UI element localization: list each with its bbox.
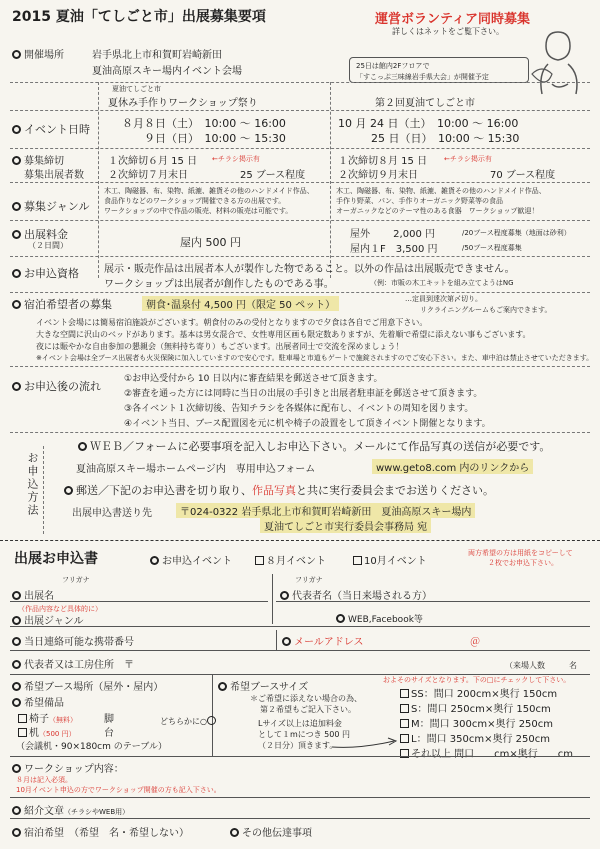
lodging-body-4: ※イベント会場は全ブース出展者も火災保険に加入していますので安心です。駐車場と市道もゲートで施錠されますのでご安心下さい。また、車中泊は禁止させていただきます。: [36, 354, 594, 362]
checkbox-icon[interactable]: [400, 689, 409, 698]
bullet-icon: [12, 828, 21, 837]
web-fb-label: WEB,Facebook等: [336, 612, 423, 625]
event2-fee-indoor-note: /50ブース程度募集: [462, 244, 522, 252]
event1-deadline2: ２次締切７月末日: [108, 170, 188, 181]
bullet-icon: [12, 156, 21, 165]
bullet-icon: [12, 806, 21, 815]
booth-size-label: 希望ブースサイズ: [218, 678, 308, 693]
method-vertical-label: お申込方法: [26, 452, 39, 517]
qualification-note: （例：市販の木工キットを組み立てようはNG: [370, 279, 514, 287]
checkbox-icon[interactable]: [400, 734, 409, 743]
lodging-note2: リクライニングルームもご案内できます。: [420, 306, 552, 314]
option-august[interactable]: ８月イベント: [255, 552, 326, 567]
event-note-box: [349, 57, 529, 83]
event1-genre-2: 食品作りなどのワークショップ開催できる方の出展です。: [104, 197, 286, 205]
event2-date2: 25 日（日） 10:00 〜 15:30: [338, 132, 520, 145]
event1-genre-1: 木工、陶磁器、布、染物、紙漉、雑貨その他のハンドメイド作品、: [104, 187, 314, 195]
event1-deadline1: １次締切６月 15 日: [108, 156, 198, 167]
event2-fee-outdoor-note: /20ブース程度募集（地面は砂利）: [462, 229, 571, 237]
bullet-icon: [12, 230, 21, 239]
event2-name: 第２回夏油てしごと市: [375, 98, 475, 109]
venue-line1: 岩手県北上市和賀町岩崎新田: [92, 50, 222, 61]
event1-booth-count: 25 ブース程度: [240, 170, 306, 181]
bullet-icon: [280, 591, 289, 600]
event2-genre-2: 手作り野菜、パン、手作りオーガニック野菜等の食品: [336, 197, 504, 205]
event2-deadline1: １次締切８月 15 日: [338, 156, 428, 167]
genre-note: （作品内容など具体的に）: [18, 605, 102, 613]
checkbox-icon[interactable]: [353, 556, 362, 565]
bullet-icon: [64, 486, 73, 495]
booth-place-label: 希望ブース場所（屋外・屋内）: [12, 678, 163, 693]
event2-flyer-tag: ←チラシ掲示有: [444, 155, 492, 163]
workshop-label: ワークショップ内容：: [12, 760, 124, 775]
volunteer-title: 運営ボランティア同時募集: [375, 12, 530, 27]
address-line2: 夏油てしごと市実行委員会事務局 宛: [260, 518, 431, 533]
workshop-note1: ８月は記入必須。: [16, 776, 72, 784]
bullet-icon: [12, 698, 21, 707]
venue-line2: 夏油高原スキー場内イベント会場: [92, 66, 242, 77]
bullet-icon: [12, 269, 21, 278]
event2-genre-1: 木工、陶磁器、布、染物、紙漉、雑貨その他のハンドメイド作品、: [336, 187, 546, 195]
deadline-label2: 募集出展者数: [24, 170, 84, 181]
qualification-label: お申込資格: [12, 265, 79, 281]
desk-spec: （会議机・90×180cm のテーブル）: [16, 742, 167, 752]
arrow-icon: [330, 735, 400, 751]
circle-icon: [207, 716, 216, 725]
illustration-icon: [528, 24, 588, 104]
bullet-icon: [218, 682, 227, 691]
event2-fee-outdoor: 屋外 2,000 円: [350, 229, 435, 240]
event1-date1: ８月８日（土） 10:00 〜 16:00: [122, 117, 286, 130]
method-web-line: ＷＥＢ／フォームに必要事項を記入しお申込下さい。メールにて作品写真の送信が必要です。: [78, 438, 550, 454]
phone-label: 当日連絡可能な携帯番号: [12, 633, 134, 648]
event1-genre-3: ワークショップの中で作品の販売、材料の販売は可能です。: [104, 207, 293, 215]
copy-note2: ２枚でお申込下さい。: [488, 559, 558, 567]
genre-field-label: 出展ジャンル: [12, 612, 84, 627]
bullet-icon: [12, 616, 21, 625]
checkbox-icon[interactable]: [18, 728, 27, 737]
copy-note1: 両方希望の方は用紙をコピーして: [468, 549, 573, 557]
bullet-icon: [12, 660, 21, 669]
after-step-4: ④イベント当日、ブース配置図を元に机や椅子の設置をして頂きイベント開催となります。: [124, 419, 491, 429]
size-option-l[interactable]: L：間口 350cm×奥行 250cm: [400, 730, 550, 745]
event2-booth-count: 70 ブース程度: [490, 170, 556, 181]
after-step-1: ①お申込受付から 10 日以内に審査結果を郵送させて頂きます。: [124, 374, 383, 384]
equipment-label: 希望備品: [12, 694, 64, 709]
event1-date2: ９日（日） 10:00 〜 15:30: [122, 132, 286, 145]
exhibitor-name-label: 出展名: [12, 587, 54, 602]
size-option-m[interactable]: M：間口 300cm×奥行 250cm: [400, 715, 553, 730]
bullet-icon: [12, 125, 21, 134]
lodging-note1: …定員到達次第〆切り。: [405, 295, 482, 303]
option-october[interactable]: 10月イベント: [353, 552, 427, 567]
venue-label: 開催場所: [12, 46, 64, 61]
lodging-field-label: 宿泊希望 （希望 名・希望しない）: [12, 824, 189, 839]
lodging-price: 朝食･温泉付 4,500 円（限定 50 ペット）: [142, 296, 339, 311]
fee-label: 出展料金: [12, 226, 68, 242]
address-line1: 〒024-0322 岩手県北上市和賀町岩崎新田 夏油高原スキー場内: [176, 503, 475, 518]
checkbox-icon[interactable]: [400, 704, 409, 713]
address-field-label: 代表者又は工房住所 〒: [12, 656, 134, 671]
bullet-icon: [150, 556, 159, 565]
size-option-larger[interactable]: それ以上 間口 cm×奥行 cm: [400, 745, 573, 760]
email-at: ＠: [470, 637, 480, 648]
bullet-icon: [12, 300, 21, 309]
l-size-note3: （２日分）頂きます。: [258, 741, 338, 750]
after-step-2: ②審査を通った方には同時に当日の出展の手引きと出展者駐車証を郵送させて頂きます。: [124, 389, 483, 399]
after-step-3: ③各イベント１次締切後、告知チラシを各媒体に配布し、イベントの周知を図ります。: [124, 404, 474, 414]
other-label: その他伝達事項: [230, 824, 312, 839]
bullet-icon: [12, 682, 21, 691]
page-title: 2015 夏油「てしごと市」出展募集要項: [12, 9, 266, 25]
deadline-label1: 募集締切: [12, 152, 64, 167]
rep-name-label: 代表者名（当日来場される方）: [280, 587, 432, 602]
desk-unit: 台: [104, 728, 114, 739]
event1-small-name: 夏油てしごと市: [112, 85, 161, 93]
checkbox-icon[interactable]: [255, 556, 264, 565]
cut-line: [0, 540, 600, 541]
qualification-line2: ワークショップは出展者が創作したものである事。: [104, 279, 334, 290]
workshop-note2: 10月イベント申込の方でワークショップ開催の方も記入下さい。: [16, 786, 221, 794]
event-note-line2: 「すこっぷ三味線岩手県大会」が開催予定: [356, 73, 489, 81]
checkbox-icon[interactable]: [400, 719, 409, 728]
after-label: お申込後の流れ: [12, 378, 101, 394]
chair-unit: 脚: [104, 714, 114, 725]
event2-deadline2: ２次締切９月末日: [338, 170, 418, 181]
bullet-icon: [282, 637, 291, 646]
event2-date1: 10 月 24 日（土） 10:00 〜 16:00: [338, 117, 519, 130]
l-size-note2: として１mにつき 500 円: [258, 730, 350, 739]
bullet-icon: [12, 382, 21, 391]
bullet-icon: [336, 614, 345, 623]
l-size-note1: Lサイズ以上は追加料金: [258, 719, 342, 728]
bullet-icon: [12, 637, 21, 646]
chair-option[interactable]: 椅子（無料）: [18, 710, 77, 725]
desk-option[interactable]: 机（500 円）: [18, 724, 76, 739]
email-label: メールアドレス: [282, 633, 364, 648]
event1-fee: 屋内 500 円: [180, 236, 241, 249]
bullet-icon: [78, 442, 87, 451]
bullet-icon: [230, 828, 239, 837]
qualification-line1: 展示・販売作品は出展者本人が製作した物であること。以外の作品は出展販売できません。: [104, 264, 515, 275]
volunteer-subtitle: 詳しくはネットをご覧下さい。: [392, 27, 504, 36]
event-dates-label: イベント日時: [12, 121, 90, 137]
form-title: 出展お申込書: [14, 551, 98, 567]
event1-name: 夏休み手作りワークショップ祭り: [108, 98, 258, 109]
fee-sublabel: （２日間）: [28, 241, 68, 250]
event2-fee-indoor: 屋内１F 3,500 円: [350, 244, 438, 255]
event1-flyer-tag: ←チラシ掲示有: [212, 155, 260, 163]
lodging-label: 宿泊希望者の募集: [12, 296, 112, 312]
method-vertical-box: [22, 446, 44, 534]
lodging-body-1: イベント会場には簡易宿泊施設がございます。朝食付のみの受付となりますので夕食は各自でご用意下さい。: [36, 318, 428, 327]
furigana-label2: フリガナ: [295, 576, 323, 584]
size-option-ss[interactable]: SS：間口 200cm×奥行 150cm: [400, 685, 557, 700]
size-note1: ＊ご希望に添えない場合の為、: [250, 694, 362, 703]
bullet-icon: [12, 764, 21, 773]
event-note-line1: 25日は館内2Fフロアで: [356, 62, 430, 70]
bullet-icon: [12, 202, 21, 211]
lodging-body-2: 大きな空間に沢山のベッドがあります。基本は男女混合で、女性専用区画も限定数ありますが、先着順で希望に添えない事もございます。: [36, 330, 531, 339]
bullet-icon: [12, 591, 21, 600]
size-option-s[interactable]: S：間口 250cm×奥行 150cm: [400, 700, 551, 715]
method-mail-line: 郵送／下記のお申込書を切り取り、作品写真と共に実行委員会までお送りください。: [64, 482, 494, 498]
method-url-link[interactable]: www.geto8.com 内のリンクから: [372, 459, 533, 474]
intro-label: 紹介文章（チラシやWEB用）: [12, 802, 129, 817]
size-note-head: およそのサイズとなります。下の□にチェックして下さい。: [383, 676, 571, 684]
genre-label: 募集ジャンル: [12, 198, 90, 214]
checkbox-icon[interactable]: [18, 714, 27, 723]
attendees-label: （来場人数 名: [505, 661, 577, 670]
address-label: 出展申込書送り先: [72, 508, 152, 519]
furigana-label1: フリガナ: [62, 576, 90, 584]
bullet-icon: [12, 50, 21, 59]
lodging-body-3: 夜には賑やかな自由参加の懇親会（無料持ち寄り）もございます。出展者同士で交流を深めましょう！: [36, 342, 404, 351]
either-note: どちらかに○: [160, 716, 216, 727]
method-form-line: 夏油高原スキー場ホームページ内 専用申込フォーム: [76, 464, 316, 475]
select-event-label: お申込イベント: [150, 552, 232, 567]
size-note2: 第２希望もご記入下さい。: [260, 705, 356, 714]
event2-genre-3: オーガニックなどのテーマ性のある食器 ワークショップ歓迎！: [336, 207, 539, 215]
